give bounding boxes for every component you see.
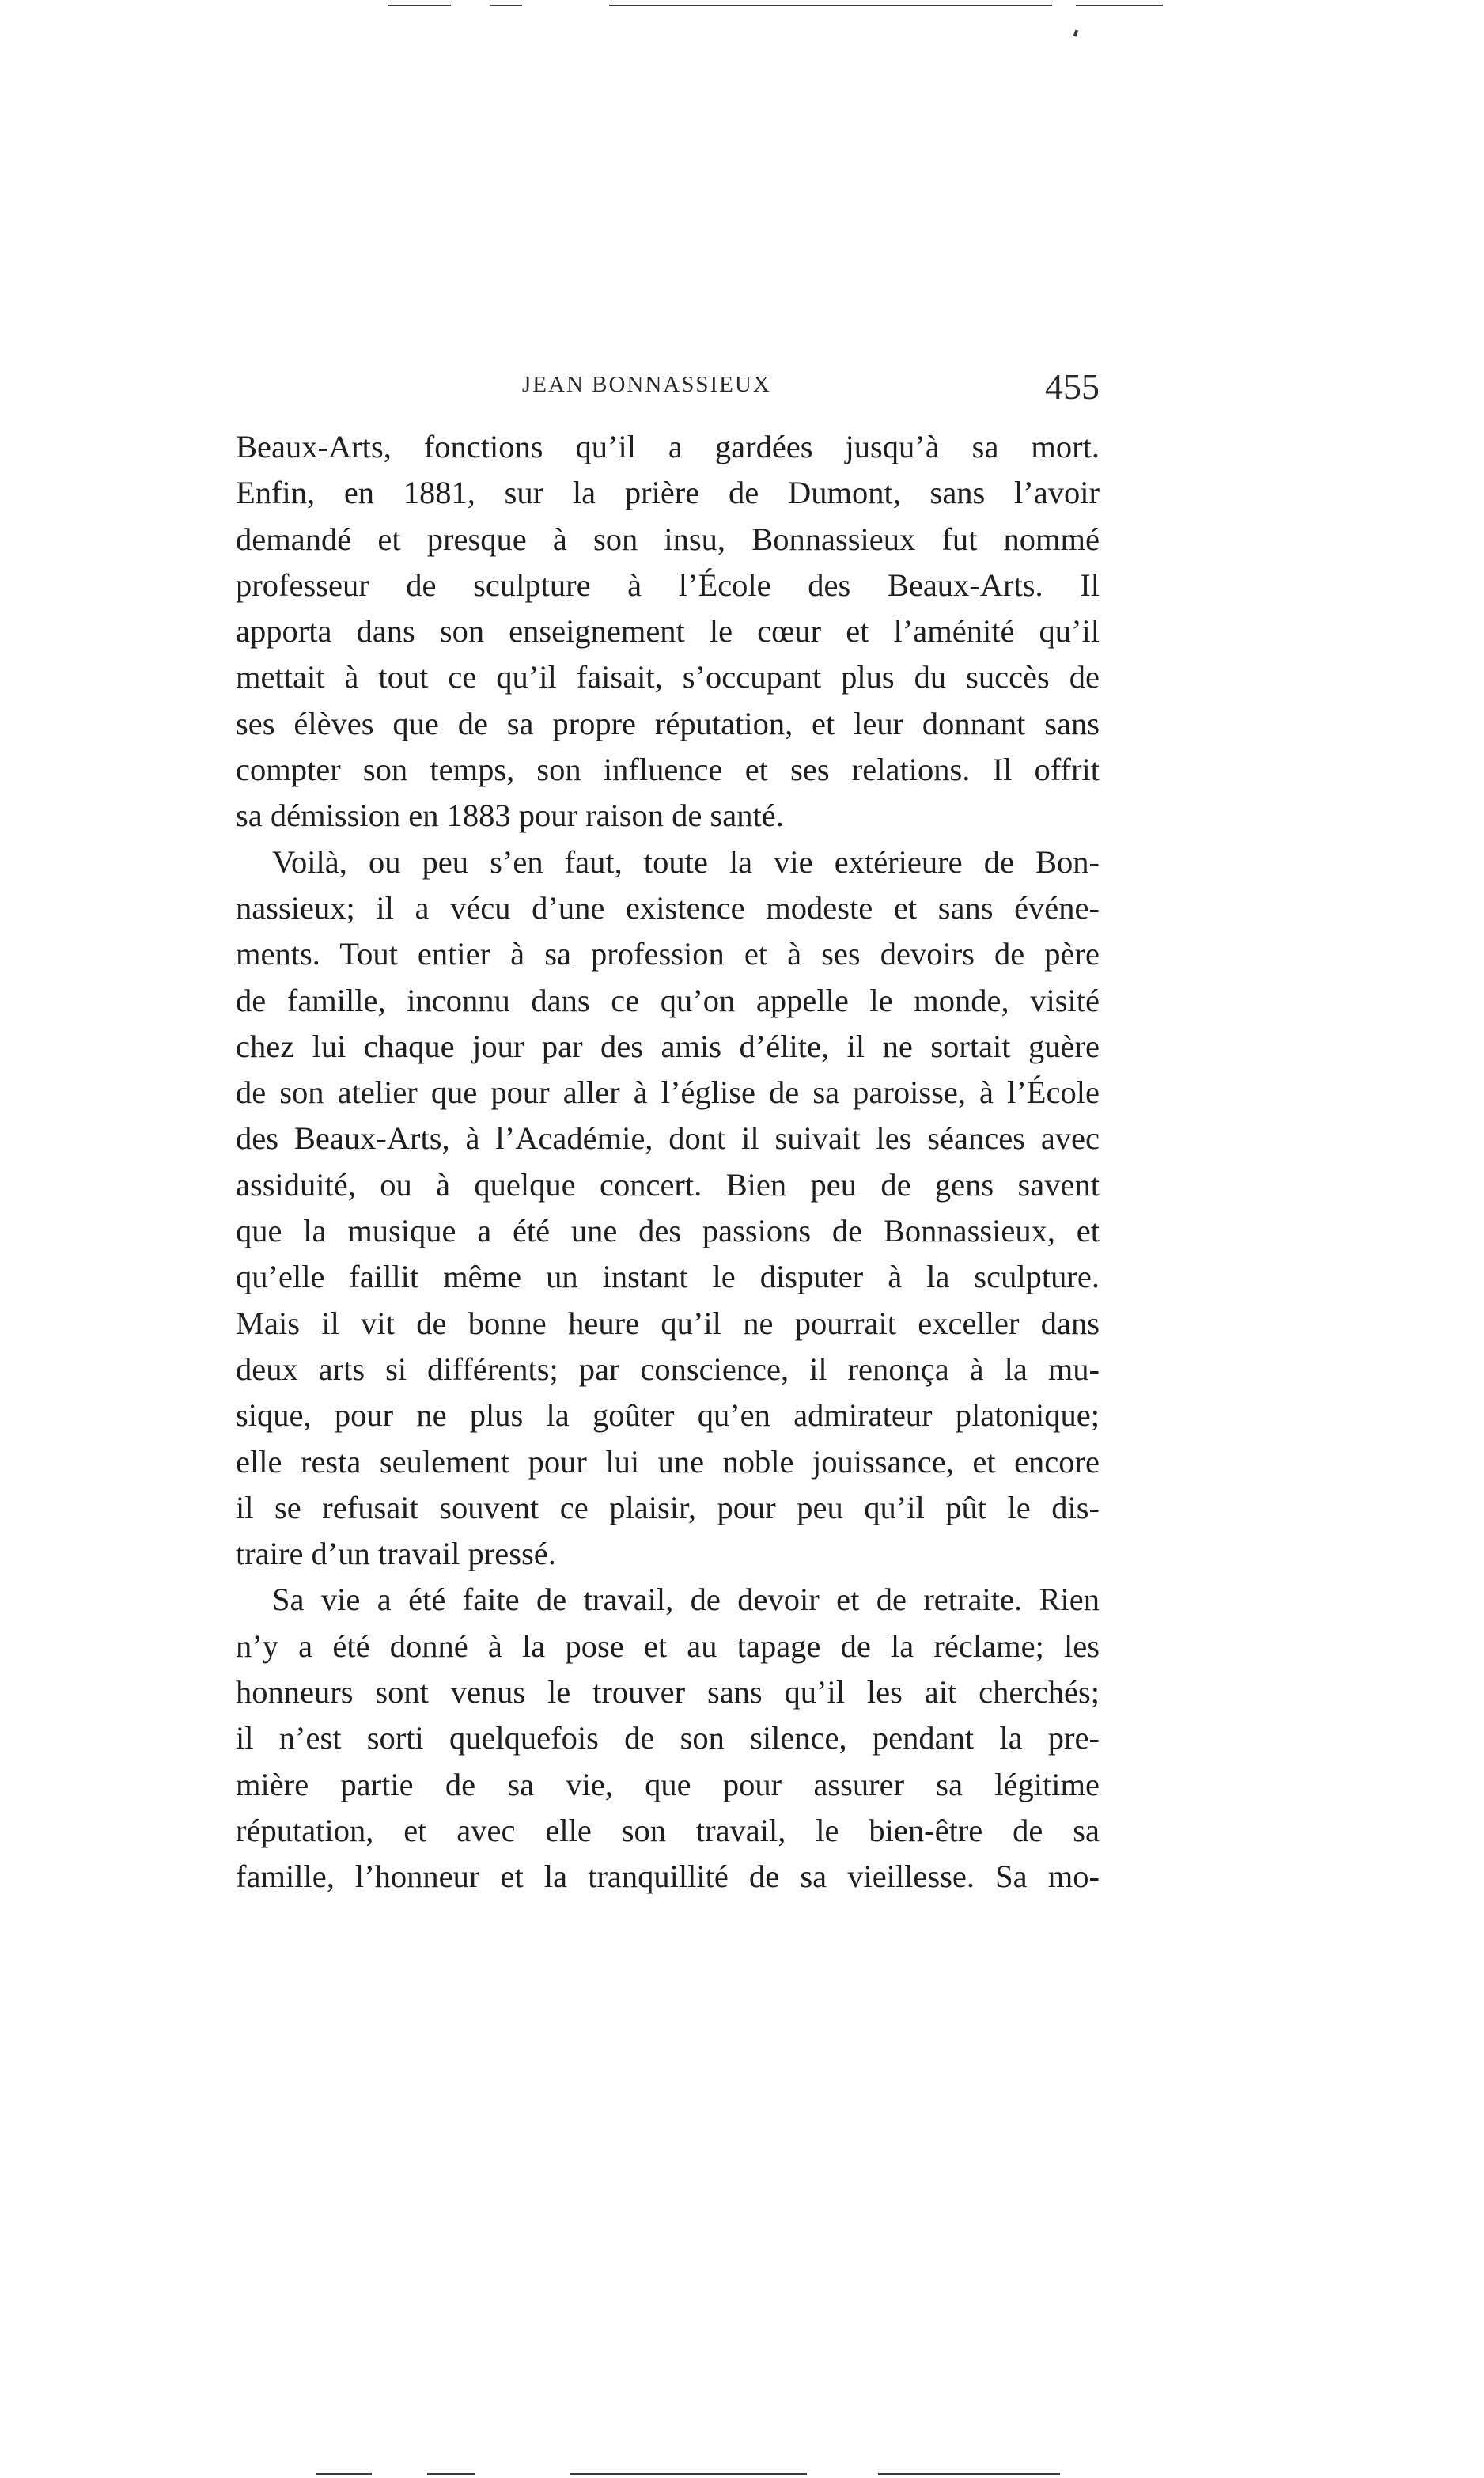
text-line: Beaux-Arts, fonctions qu’il a gardées jusqu’à sa mort. bbox=[236, 429, 1100, 464]
text-line: elle resta seulement pour lui une noble jouissance, et encore bbox=[236, 1443, 1100, 1480]
text-line: que la musique a été une des passions de Bonnassieux, et bbox=[236, 1213, 1100, 1249]
text-line: apporta dans son enseignement le cœur et l’aménité qu’il bbox=[236, 613, 1100, 650]
text-line: n’y a été donné à la pose et au tapage de la réclame; les bbox=[236, 1627, 1100, 1664]
text-line: compter son temps, son influence et ses relations. Il offrit bbox=[236, 752, 1100, 788]
scan-rule-top-4 bbox=[1076, 5, 1163, 6]
text-line: professeur de sculpture à l’École des Beaux-Arts. Il bbox=[236, 566, 1100, 603]
text-line: Mais il vit de bonne heure qu’il ne pourrait exceller dans bbox=[236, 1305, 1100, 1341]
text-line: ses élèves que de sa propre réputation, et leur donnant sans bbox=[236, 705, 1100, 741]
text-line: honneurs sont venus le trouver sans qu’il les ait cherchés; bbox=[236, 1674, 1100, 1711]
text-line: sa démission en 1883 pour raison de santé. bbox=[236, 798, 784, 834]
text-line: de famille, inconnu dans ce qu’on appelle le monde, visité bbox=[236, 982, 1100, 1018]
text-line: il se refusait souvent ce plaisir, pour peu qu’il pût le dis- bbox=[236, 1489, 1100, 1525]
text-line: Sa vie a été faite de travail, de devoir et de retraite. Rien bbox=[272, 1582, 1100, 1618]
page-number: 455 bbox=[1045, 366, 1100, 407]
scan-rule-top-2 bbox=[490, 5, 522, 6]
text-line: deux arts si différents; par conscience, il renonça à la mu- bbox=[236, 1351, 1100, 1387]
scan-speck bbox=[1073, 30, 1078, 37]
text-line: mettait à tout ce qu’il faisait, s’occupant plus du succès de bbox=[236, 659, 1100, 695]
text-line: Voilà, ou peu s’en faut, toute la vie extérieure de Bon- bbox=[272, 843, 1100, 880]
text-line: des Beaux-Arts, à l’Académie, dont il suivait les séances avec bbox=[236, 1120, 1100, 1157]
text-line: ments. Tout entier à sa profession et à ses devoirs de père bbox=[236, 936, 1100, 972]
text-line: sique, pour ne plus la goûter qu’en admirateur platonique; bbox=[236, 1397, 1100, 1434]
text-line: chez lui chaque jour par des amis d’élite, il ne sortait guère bbox=[236, 1028, 1100, 1064]
text-line: famille, l’honneur et la tranquillité de sa vieillesse. Sa mo- bbox=[236, 1858, 1100, 1895]
scan-rule-bottom-3 bbox=[570, 2473, 807, 2475]
text-line: nassieux; il a vécu d’une existence modeste et sans événe- bbox=[236, 889, 1100, 926]
text-line: traire d’un travail pressé. bbox=[236, 1536, 556, 1572]
scan-rule-bottom-1 bbox=[316, 2473, 372, 2475]
text-line: Enfin, en 1881, sur la prière de Dumont, sans l’avoir bbox=[236, 475, 1100, 511]
text-line: mière partie de sa vie, que pour assurer sa légitime bbox=[236, 1766, 1100, 1802]
scan-rule-bottom-2 bbox=[427, 2473, 475, 2475]
text-line: de son atelier que pour aller à l’église de sa paroisse, à l’École bbox=[236, 1074, 1100, 1111]
text-line: qu’elle faillit même un instant le disputer à la sculpture. bbox=[236, 1259, 1100, 1295]
scan-rule-top-1 bbox=[388, 5, 451, 6]
text-line: demandé et presque à son insu, Bonnassieux fut nommé bbox=[236, 521, 1100, 557]
text-line: réputation, et avec elle son travail, le bien-être de sa bbox=[236, 1812, 1100, 1848]
scan-rule-bottom-4 bbox=[878, 2473, 1060, 2475]
text-line: il n’est sorti quelquefois de son silence, pendant la pre- bbox=[236, 1720, 1100, 1756]
scan-rule-top-3 bbox=[609, 5, 1052, 6]
body-text bbox=[236, 424, 1100, 1900]
running-head bbox=[236, 366, 1100, 413]
text-line: assiduité, ou à quelque concert. Bien peu de gens savent bbox=[236, 1166, 1100, 1203]
running-title: JEAN BONNASSIEUX bbox=[522, 372, 771, 397]
